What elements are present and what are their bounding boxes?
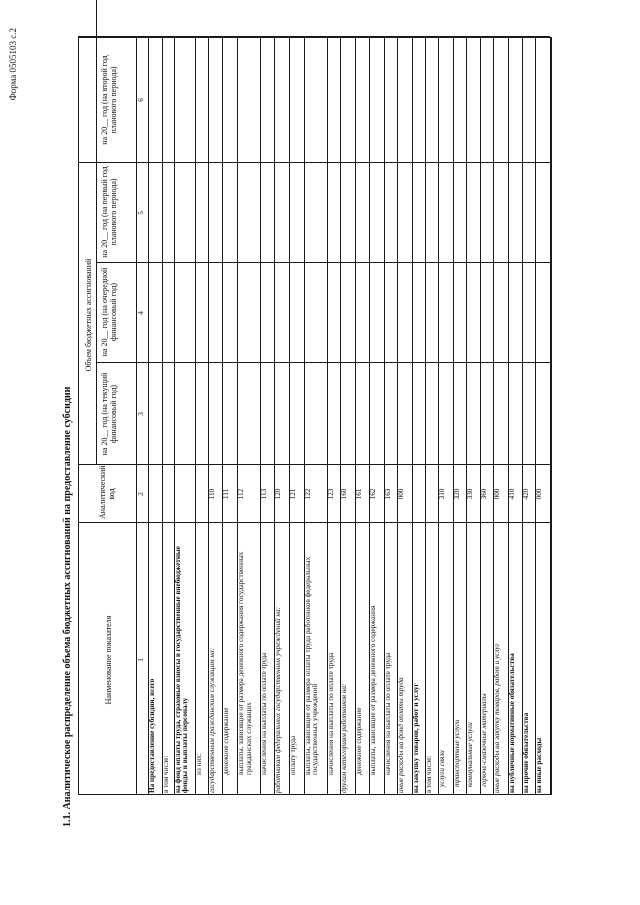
row-code: 410 <box>508 488 517 500</box>
row-code: 310 <box>437 488 446 500</box>
value-cell[interactable] <box>340 163 355 263</box>
value-cell[interactable] <box>327 37 341 163</box>
value-cell[interactable] <box>289 37 304 163</box>
value-cell[interactable] <box>412 363 426 465</box>
value-cell[interactable] <box>384 163 398 263</box>
row-code: 000 <box>397 488 406 500</box>
value-cell[interactable] <box>369 163 384 263</box>
value-cell[interactable] <box>508 37 522 163</box>
value-cell[interactable] <box>260 163 274 263</box>
header-group-divider <box>96 0 97 465</box>
value-cell[interactable] <box>493 263 508 363</box>
row-label: в том числе: <box>161 755 170 793</box>
value-cell[interactable] <box>148 163 162 263</box>
row-label: денежное содержание <box>355 707 364 775</box>
row-label: государственным гражданским служащим на: <box>207 648 216 793</box>
value-cell[interactable] <box>438 163 453 263</box>
row-code: 161 <box>355 488 364 500</box>
value-cell[interactable] <box>195 263 207 363</box>
value-cell[interactable] <box>237 37 260 163</box>
value-cell[interactable] <box>274 37 289 163</box>
value-cell[interactable] <box>425 163 437 263</box>
row-label: на закупку товаров, работ и услуг <box>411 683 420 793</box>
value-cell[interactable] <box>260 37 274 163</box>
header-year-next: на 20__ год (на очередной финансовый год) <box>100 267 119 357</box>
value-cell[interactable] <box>162 363 174 465</box>
value-cell[interactable] <box>162 163 174 263</box>
value-cell[interactable] <box>174 163 196 263</box>
row-label: коммунальные услуги <box>466 722 475 787</box>
value-cell[interactable] <box>174 263 196 363</box>
value-cell[interactable] <box>453 163 467 263</box>
column-number-3: 3 <box>137 412 145 416</box>
value-cell[interactable] <box>208 263 223 363</box>
value-cell[interactable] <box>162 263 174 363</box>
value-cell[interactable] <box>369 263 384 363</box>
header-bottom-line <box>136 37 137 795</box>
value-cell[interactable] <box>260 263 274 363</box>
value-cell[interactable] <box>208 363 223 465</box>
value-cell[interactable] <box>480 263 494 363</box>
value-cell[interactable] <box>522 263 536 363</box>
value-cell[interactable] <box>535 263 550 363</box>
section-title: 1.1. Аналитическое распределение объема бюджетных ассигнований на предоставление субсидии <box>62 386 73 827</box>
value-cell[interactable] <box>148 263 162 363</box>
value-cell[interactable] <box>289 163 304 263</box>
row-code: 112 <box>237 488 246 500</box>
value-cell[interactable] <box>493 363 508 465</box>
value-cell[interactable] <box>274 263 289 363</box>
row-label: на публичные нормативные обязательства <box>508 653 517 793</box>
value-cell[interactable] <box>162 37 174 163</box>
value-cell[interactable] <box>222 37 237 163</box>
value-cell[interactable] <box>327 163 341 263</box>
value-cell[interactable] <box>438 263 453 363</box>
row-code: 000 <box>493 488 502 500</box>
value-cell[interactable] <box>340 37 355 163</box>
row-label: выплаты, зависящие от размера денежного содержания государственных гражданских служащих <box>237 551 254 775</box>
row-code: 111 <box>222 488 231 500</box>
row-code: 000 <box>535 488 544 500</box>
column-number-5: 5 <box>137 211 145 215</box>
row-label: начисления на выплаты по оплате труда <box>260 652 269 775</box>
value-cell[interactable] <box>522 163 536 263</box>
value-cell[interactable] <box>480 363 494 465</box>
value-cell[interactable] <box>466 163 480 263</box>
value-cell[interactable] <box>453 263 467 363</box>
value-cell[interactable] <box>508 263 522 363</box>
value-cell[interactable] <box>304 37 327 163</box>
value-cell[interactable] <box>355 363 369 465</box>
row-code: 110 <box>207 488 216 500</box>
value-cell[interactable] <box>397 163 412 263</box>
value-cell[interactable] <box>438 363 453 465</box>
value-cell[interactable] <box>274 163 289 263</box>
header-name: Наименование показателя <box>104 615 113 705</box>
row-code: 121 <box>288 488 297 500</box>
value-cell[interactable] <box>208 163 223 263</box>
value-cell[interactable] <box>453 363 467 465</box>
value-cell[interactable] <box>208 37 223 163</box>
value-cell[interactable] <box>369 37 384 163</box>
value-cell[interactable] <box>493 37 508 163</box>
value-cell[interactable] <box>508 163 522 263</box>
value-cell[interactable] <box>384 263 398 363</box>
value-cell[interactable] <box>327 263 341 363</box>
value-cell[interactable] <box>148 363 162 465</box>
row-code: 420 <box>521 488 530 500</box>
value-cell[interactable] <box>304 363 327 465</box>
column-number-6: 6 <box>137 98 145 102</box>
row-code <box>413 465 426 523</box>
row-code: 160 <box>340 488 349 500</box>
row-label: начисления на выплаты по оплате труда <box>326 652 335 775</box>
value-cell[interactable] <box>522 363 536 465</box>
row-code: 330 <box>466 488 475 500</box>
value-cell[interactable] <box>412 37 426 163</box>
row-label: другим категориям работников на: <box>340 683 349 793</box>
value-cell[interactable] <box>237 363 260 465</box>
value-cell[interactable] <box>508 363 522 465</box>
value-cell[interactable] <box>369 363 384 465</box>
row-label: начисления на выплаты по оплате труда <box>383 652 392 775</box>
row-label: денежное содержание <box>222 707 231 775</box>
value-cell[interactable] <box>195 163 207 263</box>
value-cell[interactable] <box>480 163 494 263</box>
value-cell[interactable] <box>237 263 260 363</box>
value-cell[interactable] <box>425 263 437 363</box>
value-cell[interactable] <box>289 263 304 363</box>
value-cell[interactable] <box>384 37 398 163</box>
value-cell[interactable] <box>522 37 536 163</box>
row-code <box>196 465 207 523</box>
row-code <box>175 465 196 523</box>
column-number-4: 4 <box>137 311 145 315</box>
value-cell[interactable] <box>466 263 480 363</box>
header-year-plan1: на 20__ год (на первый год планового периода) <box>100 166 119 258</box>
row-label: иные расходы на фонд оплаты труда <box>397 677 406 793</box>
header-year-current: на 20__ год (на текущий финансовый год) <box>100 372 119 456</box>
header-budget-group: Объем бюджетных ассигнований <box>84 258 93 372</box>
value-cell[interactable] <box>340 363 355 465</box>
value-cell[interactable] <box>412 163 426 263</box>
row-label: иные расходы на закупку товаров, работ и услуг <box>493 643 502 793</box>
value-cell[interactable] <box>425 37 437 163</box>
row-label: транспортные услуги <box>452 719 461 787</box>
row-label: на прочие обязательства <box>521 712 530 793</box>
column-number-2: 2 <box>137 492 145 496</box>
value-cell[interactable] <box>195 363 207 465</box>
value-cell[interactable] <box>493 163 508 263</box>
value-cell[interactable] <box>397 263 412 363</box>
value-cell[interactable] <box>535 363 550 465</box>
row-label: горюче-смазочные материалы <box>479 693 488 787</box>
row-label: в том числе: <box>425 755 434 793</box>
row-code <box>426 465 437 523</box>
value-cell[interactable] <box>355 163 369 263</box>
row-code: 120 <box>273 488 282 500</box>
value-cell[interactable] <box>397 37 412 163</box>
row-code: 122 <box>303 488 312 500</box>
value-cell[interactable] <box>384 363 398 465</box>
value-cell[interactable] <box>535 37 550 163</box>
value-cell[interactable] <box>222 363 237 465</box>
value-cell[interactable] <box>148 37 162 163</box>
value-cell[interactable] <box>535 163 550 263</box>
value-cell[interactable] <box>327 363 341 465</box>
row-label: оплату труда <box>288 735 297 775</box>
value-cell[interactable] <box>237 163 260 263</box>
header-year-plan2: на 20__ год (на второй год планового периода) <box>100 55 119 145</box>
row-label: выплаты, зависящие от размера денежного содержания <box>368 605 377 775</box>
row-code: 162 <box>368 488 377 500</box>
row-label: работникам федеральных государственных учреждений на: <box>273 607 282 793</box>
row-code: 123 <box>326 488 335 500</box>
header-code: Аналитический код <box>98 465 117 519</box>
allocation-table <box>78 37 550 795</box>
value-cell[interactable] <box>397 363 412 465</box>
row-code: 113 <box>260 488 269 500</box>
row-label: на иные расходы <box>535 737 544 793</box>
row-code: 320 <box>452 488 461 500</box>
row-code: 360 <box>479 488 488 500</box>
value-cell[interactable] <box>260 363 274 465</box>
value-cell[interactable] <box>222 163 237 263</box>
value-cell[interactable] <box>466 37 480 163</box>
value-cell[interactable] <box>425 363 437 465</box>
row-code: 163 <box>383 488 392 500</box>
row-code <box>149 465 162 523</box>
value-cell[interactable] <box>355 263 369 363</box>
form-code: Форма 0505103 с.2 <box>8 28 18 101</box>
value-cell[interactable] <box>355 37 369 163</box>
value-cell[interactable] <box>304 163 327 263</box>
value-cell[interactable] <box>174 363 196 465</box>
row-label: на фонд оплаты труда, страховые взносы в государственные внебюджетные фонды и выплаты персоналу <box>173 546 190 793</box>
row-label: из них: <box>195 753 204 775</box>
row-label: На предоставление субсидии, всего <box>148 678 156 793</box>
table-border-top <box>78 37 79 795</box>
value-cell[interactable] <box>289 363 304 465</box>
value-cell[interactable] <box>438 37 453 163</box>
row-label: выплаты, зависящие от размера оплаты труда работников федеральных государственных учреждений <box>303 556 320 775</box>
row-line <box>550 37 551 795</box>
row-code <box>163 465 174 523</box>
value-cell[interactable] <box>453 37 467 163</box>
value-cell[interactable] <box>174 37 196 163</box>
value-cell[interactable] <box>274 363 289 465</box>
value-cell[interactable] <box>340 263 355 363</box>
value-cell[interactable] <box>222 263 237 363</box>
value-cell[interactable] <box>304 263 327 363</box>
value-cell[interactable] <box>195 37 207 163</box>
row-label: услуги связи <box>437 750 446 787</box>
column-number-1: 1 <box>137 658 145 662</box>
value-cell[interactable] <box>480 37 494 163</box>
value-cell[interactable] <box>412 263 426 363</box>
value-cell[interactable] <box>466 363 480 465</box>
